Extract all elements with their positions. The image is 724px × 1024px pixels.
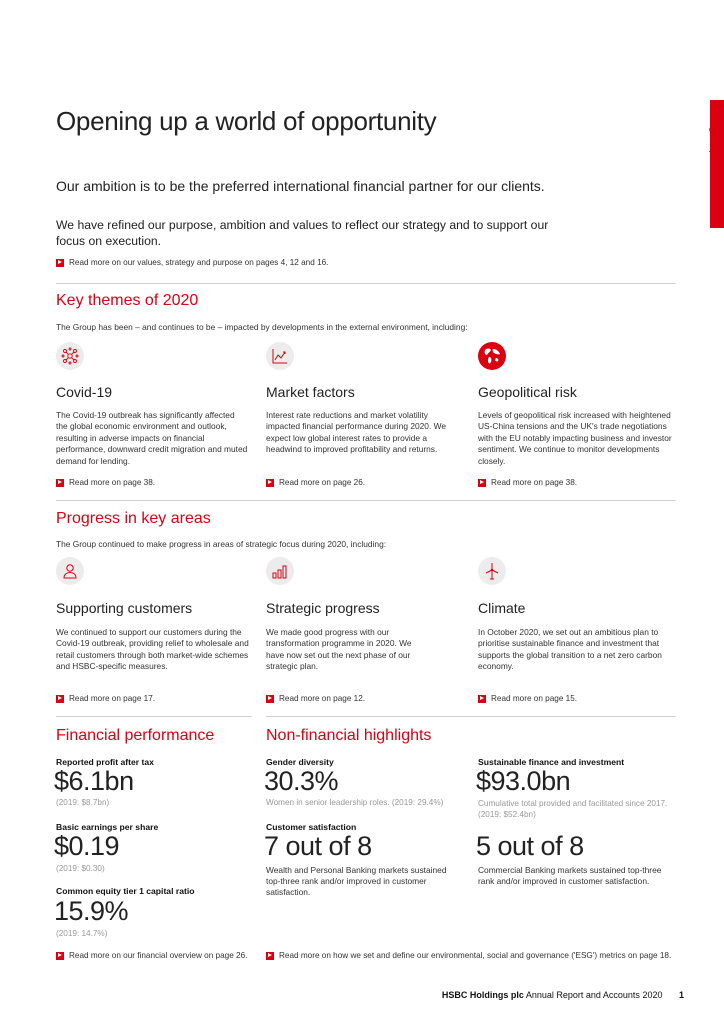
readmore-text: Read more on page 26.	[279, 478, 366, 487]
themes-subtitle: The Group has been – and continues to be – impacted by developments in the external environment, including:	[56, 322, 468, 332]
metric-sub: Cumulative total provided and facilitated since 2017. (2019: $52.4bn)	[478, 799, 668, 819]
line-chart-icon	[266, 342, 294, 370]
metric-value: 7 out of 8	[264, 831, 372, 861]
metric-value: 30.3%	[264, 766, 339, 796]
readmore-link[interactable]	[266, 951, 671, 960]
globe-icon	[478, 342, 506, 370]
section-label: Strategic report	[709, 102, 719, 167]
nonfinancial-title: Non-financial highlights	[266, 727, 432, 744]
arrow-icon	[56, 259, 64, 267]
readmore-text: Read more on our financial overview on page 26.	[69, 951, 248, 960]
divider	[56, 283, 676, 284]
virus-icon	[56, 342, 84, 370]
metric-label: Gender diversity	[266, 757, 334, 767]
progress-item-body: In October 2020, we set out an ambitious plan to prioritise sustainable finance and investment that supports the global transition to a net zero carbon economy.	[478, 627, 662, 672]
readmore-link[interactable]	[478, 478, 577, 487]
divider	[56, 716, 252, 717]
progress-climate	[478, 557, 506, 585]
metric-value: $93.0bn	[476, 766, 571, 796]
readmore-link[interactable]	[56, 694, 155, 703]
progress-strategic	[266, 557, 294, 585]
progress-title: Progress in key areas	[56, 510, 211, 527]
progress-item-title: Climate	[478, 600, 526, 616]
lead-text: Our ambition is to be the preferred international financial partner for our clients.	[56, 178, 545, 194]
metric-note: Wealth and Personal Banking markets sustained top-three rank and/or improved in customer satisfaction.	[266, 865, 447, 897]
theme-title: Geopolitical risk	[478, 384, 577, 400]
readmore-text: Read more on page 38.	[69, 478, 156, 487]
divider	[56, 500, 676, 501]
metric-label: Common equity tier 1 capital ratio	[56, 886, 195, 896]
footer-company: HSBC Holdings plc	[441, 990, 524, 1000]
arrow-icon	[56, 695, 64, 703]
metric-value: $0.19	[54, 831, 120, 861]
metric-value: 15.9%	[54, 896, 129, 926]
arrow-icon	[266, 952, 274, 960]
readmore-text: Read more on our values, strategy and purpose on pages 4, 12 and 16.	[69, 258, 329, 267]
progress-customers	[56, 557, 84, 585]
metric-sub: (2019: 14.7%)	[56, 929, 108, 938]
page-title: Opening up a world of opportunity	[56, 106, 437, 136]
theme-title: Market factors	[266, 384, 355, 400]
metric-value: $6.1bn	[54, 766, 134, 796]
readmore-text: Read more on page 17.	[69, 694, 156, 703]
progress-item-body: We made good progress with our transformation programme in 2020. We have now set out the next phase of our strategic plan.	[266, 627, 412, 672]
readmore-link[interactable]	[266, 694, 365, 703]
readmore-text: Read more on how we set and define our environmental, social and governance ('ESG') metrics on page 18.	[279, 951, 672, 960]
bar-chart-icon	[266, 557, 294, 585]
financial-title: Financial performance	[56, 727, 215, 744]
readmore-link[interactable]	[478, 694, 577, 703]
metric-note: Commercial Banking markets sustained top-three rank and/or improved in customer satisfaction.	[478, 865, 662, 886]
intro-text: We have refined our purpose, ambition and values to reflect our strategy and to support our focus on execution.	[56, 218, 549, 248]
arrow-icon	[478, 695, 486, 703]
divider	[266, 716, 676, 717]
wind-turbine-icon	[478, 557, 506, 585]
theme-body: The Covid-19 outbreak has significantly affected the global economic environment and outlook, resulting in adverse impacts on financial performance, downward credit migration and muted demand for lending.	[56, 410, 248, 466]
readmore-link[interactable]	[266, 478, 365, 487]
themes-title: Key themes of 2020	[56, 292, 199, 309]
page-footer	[442, 990, 684, 1000]
readmore-link[interactable]	[56, 258, 328, 267]
page-number: 1	[678, 990, 684, 1000]
arrow-icon	[478, 479, 486, 487]
readmore-text: Read more on page 12.	[279, 694, 366, 703]
readmore-text: Read more on page 38.	[491, 478, 578, 487]
metric-sub: Women in senior leadership roles. (2019: 29.4%)	[266, 798, 444, 807]
theme-market	[266, 342, 294, 370]
metric-label: Reported profit after tax	[56, 757, 154, 767]
footer-report: Annual Report and Accounts 2020	[525, 990, 663, 1000]
person-icon	[56, 557, 84, 585]
progress-subtitle: The Group continued to make progress in areas of strategic focus during 2020, including:	[56, 539, 387, 549]
metric-value: 5 out of 8	[476, 831, 584, 861]
theme-body: Interest rate reductions and market volatility impacted financial performance during 2020. We expect low global interest rates to provide a headwind to improved profitability and returns.	[266, 410, 447, 455]
theme-geo	[478, 342, 506, 370]
metric-label: Sustainable finance and investment	[478, 757, 625, 767]
progress-item-title: Supporting customers	[56, 600, 193, 616]
metric-label: Basic earnings per share	[56, 822, 159, 832]
theme-covid	[56, 342, 84, 370]
arrow-icon	[56, 479, 64, 487]
arrow-icon	[266, 479, 274, 487]
progress-item-title: Strategic progress	[266, 600, 380, 616]
theme-title: Covid-19	[56, 384, 113, 400]
metric-label: Customer satisfaction	[266, 822, 357, 832]
theme-body: Levels of geopolitical risk increased with heightened US-China tensions and the UK's trade negotiations with the EU notably impacting business and investor sentiment. We continue to monitor developments closely.	[478, 410, 672, 466]
metric-sub: (2019: $8.7bn)	[56, 798, 110, 807]
arrow-icon	[56, 952, 64, 960]
readmore-link[interactable]	[56, 478, 155, 487]
arrow-icon	[266, 695, 274, 703]
progress-item-body: We continued to support our customers during the Covid-19 outbreak, providing relief to wholesale and retail customers through both market-wide schemes and HSBC-specific measures.	[56, 627, 249, 672]
readmore-text: Read more on page 15.	[491, 694, 578, 703]
metric-sub: (2019: $0.30)	[56, 864, 105, 873]
readmore-link[interactable]	[56, 951, 247, 960]
